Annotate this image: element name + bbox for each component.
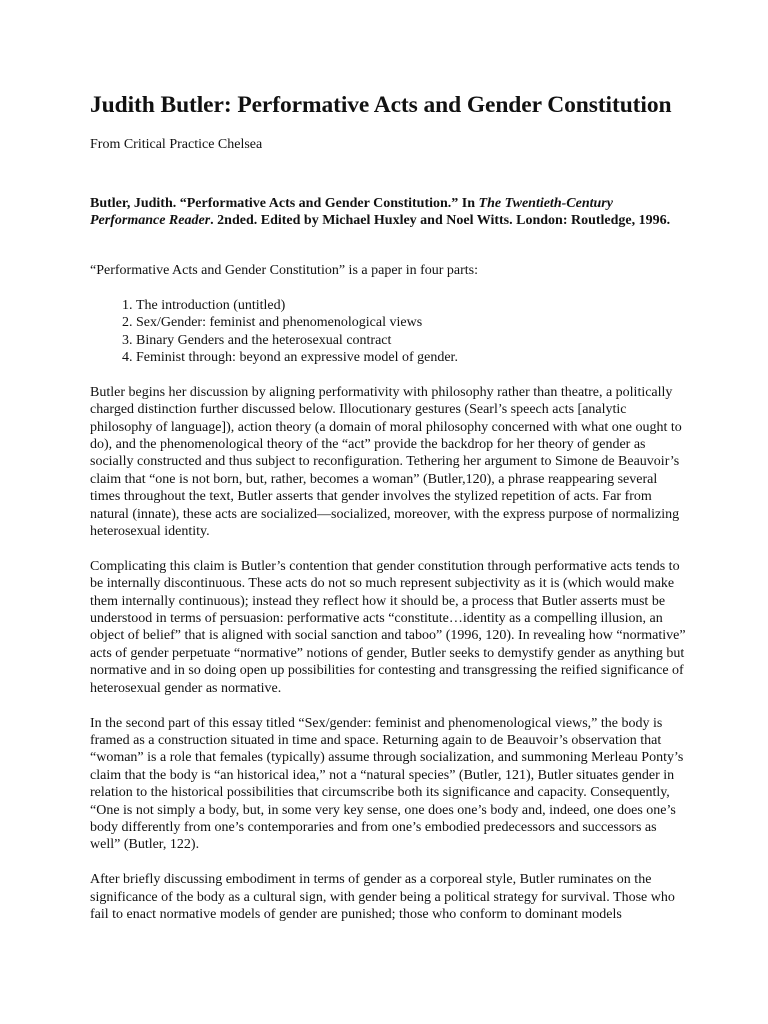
intro-paragraph: “Performative Acts and Gender Constitution” is a paper in four parts: [90,263,479,278]
body-paragraph: Butler begins her discussion by aligning performativity with philosophy rather than theatre, a politically charged distinction further discussed below. Illocutionary gestures (Searl’s speech acts [analytic philosophy of language]), action theory (a domain of moral philosophy concerned with what one ought to do), and the phenomenological theory of the “act” provide the backdrop for her theory of gender as socially constructed and thus subject to reconfiguration. Tethering her argument to Simone de Beauvoir’s claim that “one is not born, but, rather, becomes a woman” (Butler,120), a phrase reappearing several times throughout the text, Butler asserts that gender involves the stylized repetition of acts. Far from natural (innate), these acts are socialized—socialized, moreover, with the express purpose of normalizing heterosexual identity. [90,384,682,540]
parts-list [90,297,690,367]
body-paragraph: After briefly discussing embodiment in terms of gender as a corporeal style, Butler ruminates on the significance of the body as a cultural sign, with gender being a political strategy for survival. Those who fail to enact normative models of gender are punished; those who conform to dominant models [90,872,675,922]
body-paragraph: Complicating this claim is Butler’s contention that gender constitution through performative acts tends to be internally discontinuous. These acts do not so much represent subjectivity as it is (which would make them internally continuous); instead they reflect how it should be, a process that Butler asserts must be understood in terms of persuasion: performative acts “constitute…identity as a compelling illusion, an object of belief” that is aligned with social sanction and taboo” (1996, 120). In revealing how “normative” acts of gender perpetuate “normative” notions of gender, Butler seeks to demystify gender as anything but normative and in so doing open up possibilities for contesting and transgressing the reified significance of heterosexual gender as normative. [90,558,686,696]
body-text [90,262,690,941]
page-subtitle: From Critical Practice Chelsea [90,137,263,152]
list-item: 3. Binary Genders and the heterosexual contract [136,332,690,349]
citation-book-title: The Twentieth-Century Performance Reader [90,196,613,229]
page-title: Judith Butler: Performative Acts and Gender Constitution [90,92,672,118]
list-item: 1. The introduction (untitled) [136,297,690,314]
citation-author: Butler, Judith. “Performative Acts and Gender Constitution.” In [90,196,479,211]
citation-publication: . 2nded. Edited by Michael Huxley and Noel Witts. London: Routledge, 1996. [210,213,671,229]
list-item: 4. Feminist through: beyond an expressive model of gender. [136,349,690,366]
citation [90,195,690,230]
list-item: 2. Sex/Gender: feminist and phenomenological views [136,314,690,331]
body-paragraph: In the second part of this essay titled “Sex/gender: feminist and phenomenological views,” the body is framed as a construction situated in time and space. Returning again to de Beauvoir’s observation that “woman” is a role that females (typically) assume through socialization, and summoning Merleau Ponty’s claim that the body is “an historical idea,” not a “natural species” (Butler, 121), Butler situates gender in relation to the historical possibilities that circumscribe both its significance and capacity. Consequently, “One is not simply a body, but, in some very key sense, one does one’s body and, indeed, one does one’s body differently from one’s contemporaries and from one’s embodied predecessors and successors as well” (Butler, 122). [90,715,684,853]
